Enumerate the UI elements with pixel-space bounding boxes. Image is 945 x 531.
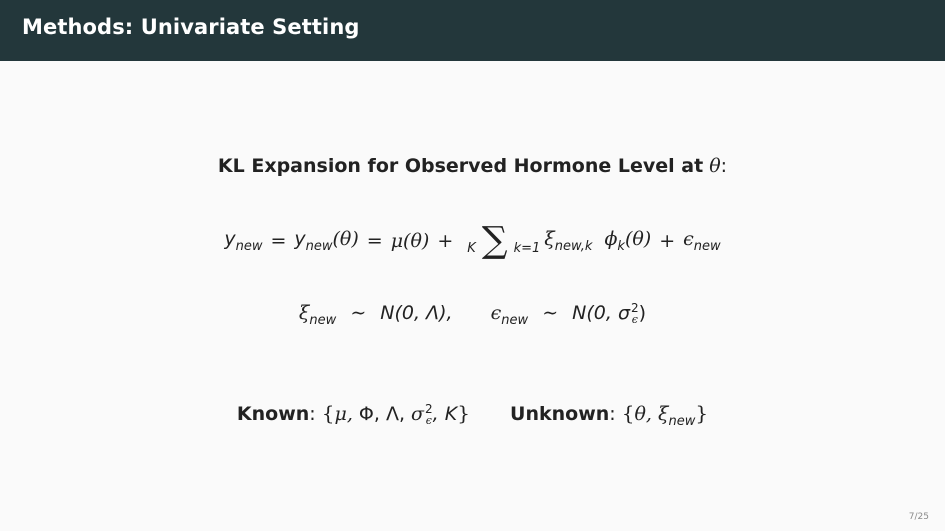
eq2-tilde-1: ∼ [350, 302, 367, 324]
section-heading-text: KL Expansion for Observed Hormone Level at [217, 155, 704, 177]
eq1-eps-term: $\epsilon_{new}$ [683, 228, 721, 254]
eq1-lhs: $y_{new}$ [224, 228, 263, 254]
sum-symbol: ∑ [481, 220, 508, 261]
known-label: Known [236, 403, 310, 425]
eq1-plus-1: + [437, 230, 454, 252]
section-heading-colon: : [720, 155, 728, 177]
eq1-equals-1: = [270, 230, 287, 252]
eq1-equals-2: = [366, 230, 383, 252]
parameters-line: Known: {μ, Φ, Λ, σ 2 ϵ , K} Unknown: {θ, $\xi_{new}$} [236, 401, 709, 429]
sum-upper-limit: K [467, 241, 476, 256]
sum-lower-limit: k=1 [513, 241, 541, 256]
known-lambda: Λ, [385, 403, 405, 425]
known-k: , K [432, 403, 458, 425]
known-mu: μ, [334, 403, 353, 425]
page-number: 7/25 [908, 512, 929, 522]
distribution-equation [0, 302, 945, 328]
unknown-colon: : [609, 403, 616, 425]
eq2-tilde-2: ∼ [542, 302, 559, 324]
eq2-dist-2: N(0, σ 2 ϵ ) [572, 301, 647, 326]
summation-operator [467, 220, 541, 261]
slide-title: Methods: Univariate Setting [22, 15, 360, 39]
slide-body [0, 61, 945, 531]
known-sigma: σ 2 ϵ [411, 402, 433, 427]
kl-expansion-equation [0, 201, 945, 281]
known-colon: : [309, 403, 316, 425]
eq2-dist-1: N(0, Λ), [380, 302, 453, 324]
section-heading-theta: θ [709, 155, 721, 177]
eq1-mu: μ(θ) [390, 230, 430, 252]
section-heading [0, 155, 945, 177]
unknown-xi: $\xi_{new}$ [658, 403, 696, 429]
eq1-plus-2: + [659, 230, 676, 252]
unknown-label: Unknown [510, 403, 610, 425]
known-phi: Φ, [358, 403, 380, 425]
unknown-theta: θ, [634, 403, 652, 425]
eq2-xi: $\xi_{new}$ [298, 302, 337, 328]
eq1-phi-term: $\phi_k(\theta)$ [604, 228, 652, 254]
eq1-mid: $y_{new}(\theta)$ [294, 228, 359, 254]
eq1-xi-term: $\xi_{new,k}$ [544, 228, 593, 254]
slide-header [0, 0, 945, 61]
eq2-eps: $\epsilon_{new}$ [490, 302, 529, 328]
